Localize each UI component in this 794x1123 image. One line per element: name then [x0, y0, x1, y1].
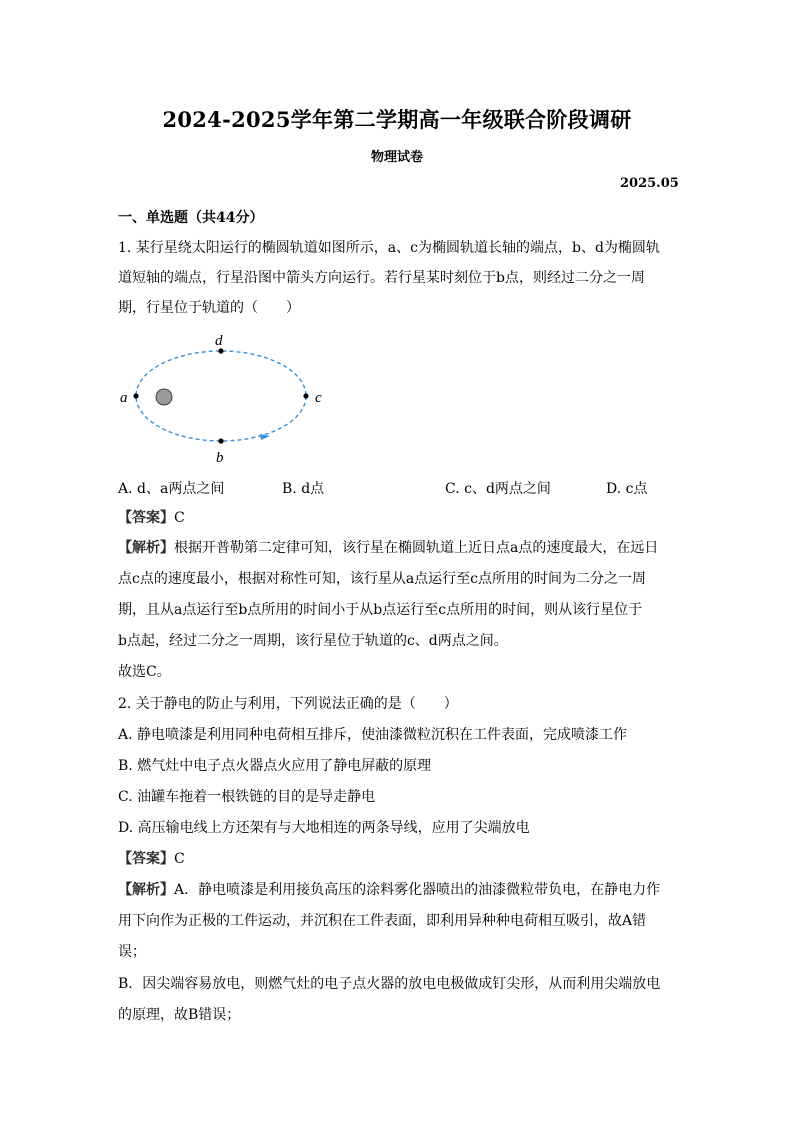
q1-analysis-line-1: 【解析】根据开普勒第二定律可知，该行星在椭圆轨道上近日点a点的速度最大，在远日 — [118, 540, 659, 556]
q1-answer — [118, 508, 185, 528]
q1-analysis-line-2: 点c点的速度最小，根据对称性可知，该行星从a点运行至c点所用的时间为二分之一周 — [118, 571, 647, 587]
label-d: d — [215, 333, 223, 349]
q1-conclusion: 故选C。 — [118, 664, 171, 680]
point-c — [303, 393, 308, 398]
q2-option-a: A. 静电喷漆是利用同种电荷相互排斥，使油漆微粒沉积在工件表面，完成喷漆工作 — [118, 727, 628, 743]
q1-analysis-line-3: 期，且从a点运行至b点所用的时间小于从b点运行至c点所用的时间，则从该行星位于 — [118, 602, 643, 618]
q1-option-d: D. c点 — [606, 481, 648, 497]
q1-option-c: C. c、d两点之间 — [445, 481, 551, 497]
q2-analysis-line-3: 误； — [118, 944, 146, 960]
label-a: a — [120, 390, 128, 406]
q2-analysis-line-4: B．因尖端容易放电，则燃气灶的电子点火器的放电电极做成钉尖形，从而利用尖端放电 — [118, 976, 661, 992]
point-b — [218, 438, 223, 443]
q1-stem-line-3: 期，行星位于轨道的（ ） — [118, 300, 300, 316]
q1-stem-line-2: 道短轴的端点，行星沿图中箭头方向运行。若行星某时刻位于b点，则经过二分之一周 — [118, 270, 645, 286]
q2-option-c: C. 油罐车拖着一根铁链的目的是导走静电 — [118, 789, 376, 805]
q2-stem: 2. 关于静电的防止与利用，下列说法正确的是（ ） — [118, 696, 458, 712]
q1-analysis-line-4: b点起，经过二分之一周期，该行星位于轨道的c、d两点之间。 — [118, 633, 508, 649]
answer-tag: 【答案】 — [118, 851, 174, 867]
q1-option-b: B. d点 — [282, 481, 325, 497]
q1-option-a: A. d、a两点之间 — [118, 481, 225, 497]
orbit-diagram — [110, 330, 340, 470]
answer-tag: 【答案】 — [118, 510, 174, 526]
q2-option-b: B. 燃气灶中电子点火器点火应用了静电屏蔽的原理 — [118, 758, 432, 774]
q2-answer — [118, 849, 185, 869]
q1-stem-line-1: 1. 某行星绕太阳运行的椭圆轨道如图所示，a、c为椭圆轨道长轴的端点，b、d为椭圆轨 — [118, 240, 660, 256]
point-d — [218, 348, 223, 353]
exam-date: 2025.05 — [620, 176, 679, 191]
label-c: c — [315, 390, 322, 406]
label-b: b — [216, 450, 224, 466]
q2-option-d: D. 高压输电线上方还架有与大地相连的两条导线，应用了尖端放电 — [118, 820, 530, 836]
q2-analysis-line-2: 用下向作为正极的工件运动，并沉积在工件表面，即利用异种种电荷相互吸引，故A错 — [118, 913, 647, 929]
analysis-tag: 【解析】 — [118, 882, 174, 898]
answer-value: C — [174, 851, 185, 867]
q2-analysis-line-5: 的原理，故B错误； — [118, 1007, 241, 1023]
section-heading: 一、单选题（共44分） — [118, 210, 264, 226]
answer-value: C — [174, 510, 185, 526]
analysis-tag: 【解析】 — [118, 540, 174, 556]
page-subtitle: 物理试卷 — [370, 150, 423, 165]
q2-analysis-line-1: 【解析】A．静电喷漆是利用接负高压的涂料雾化器喷出的油漆微粒带负电，在静电力作 — [118, 882, 661, 898]
page-title: 2024-2025学年第二学期高一年级联合阶段调研 — [162, 107, 632, 132]
sun-icon — [156, 389, 172, 405]
point-a — [133, 393, 138, 398]
